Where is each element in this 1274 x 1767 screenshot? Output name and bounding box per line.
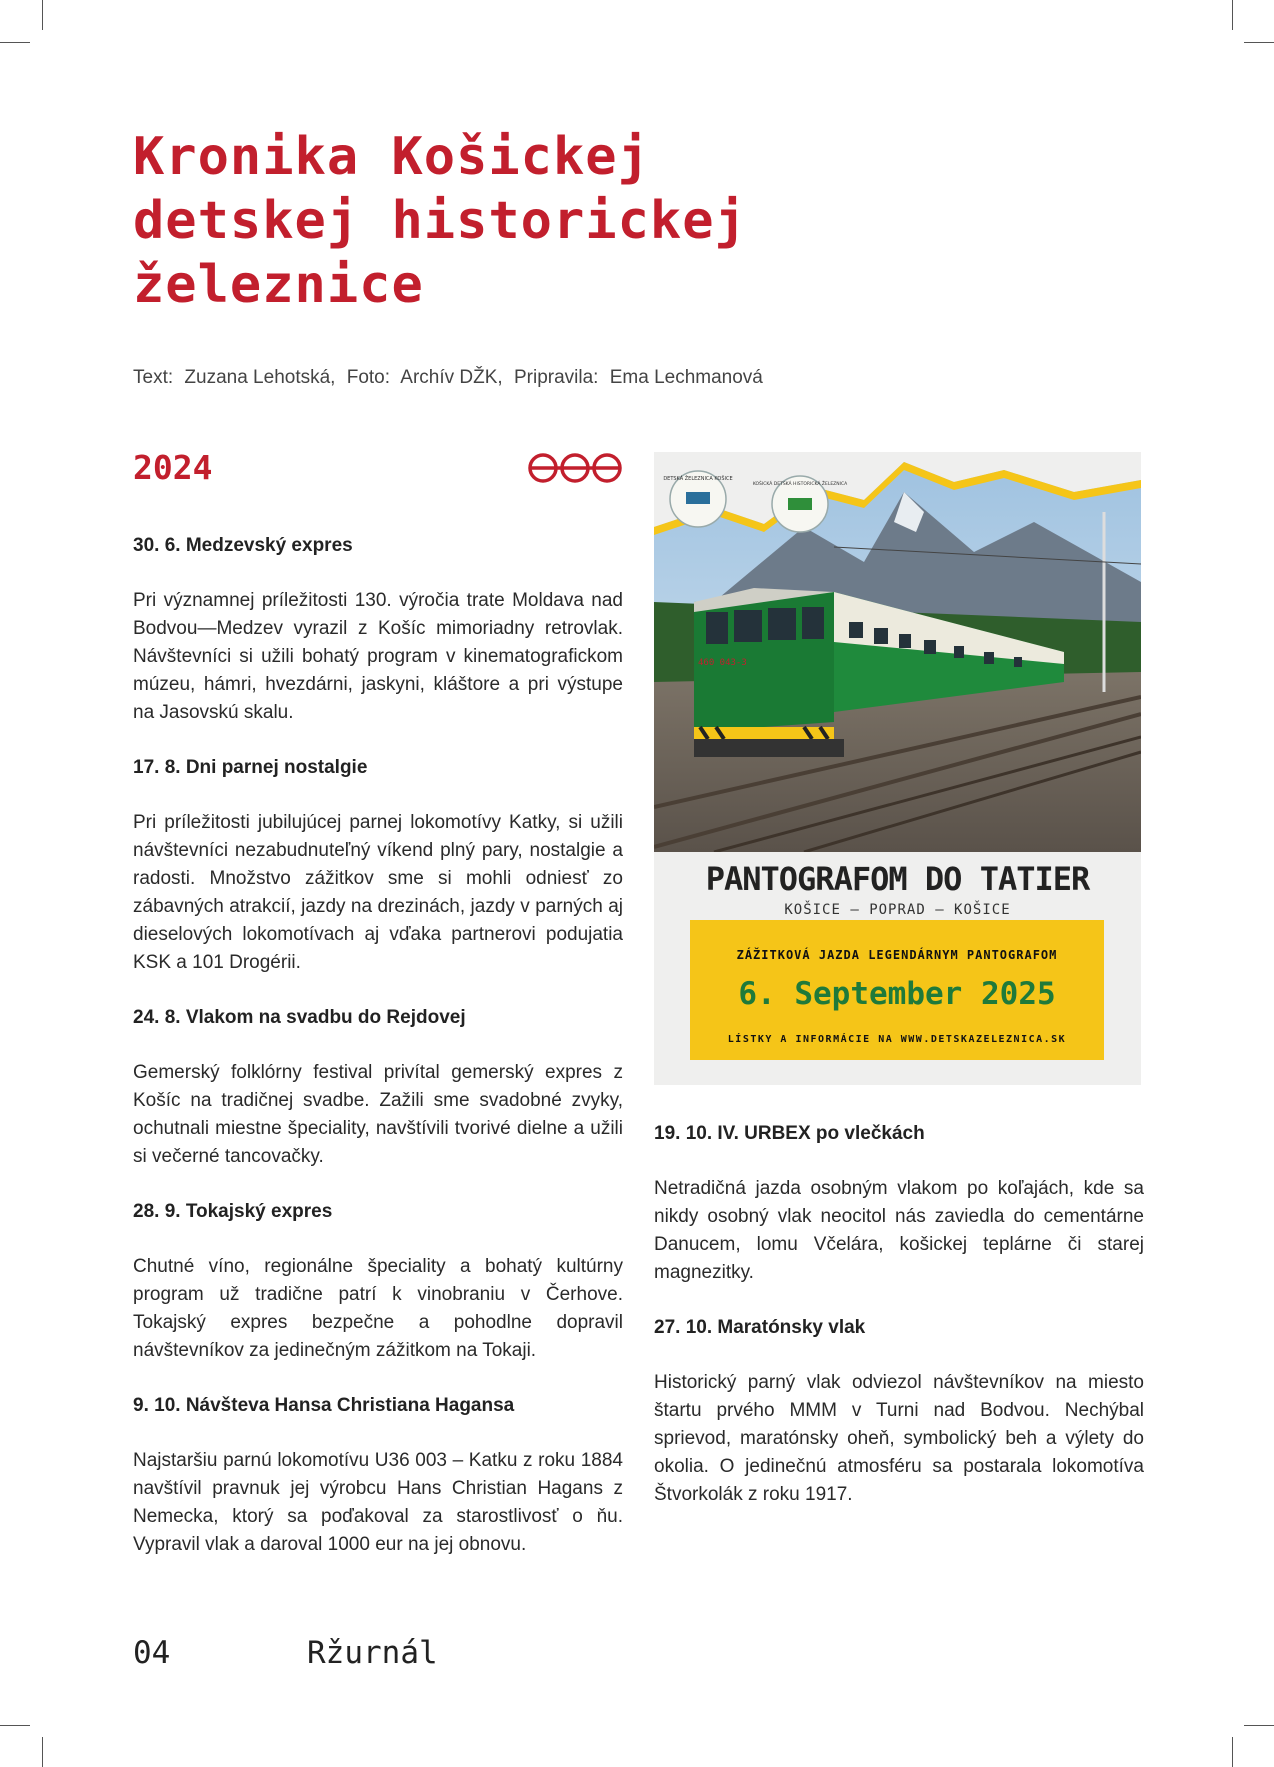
badge-left-text: DETSKÁ ŽELEZNICA KOŠICE [663, 476, 733, 482]
article-title [133, 125, 747, 317]
credit-label: Foto: [346, 367, 391, 388]
title-line: Kronika Košickej [133, 127, 650, 187]
article-credits [133, 367, 769, 389]
credit-photo: Archív DŽK, [400, 367, 503, 388]
crop-mark [1244, 42, 1274, 43]
event-body: Netradičná jazda osobným vlakom po koľajách, kde sa nikdy osobný vlak neocitol nás zaviedla do cementárne Danucem, lomu Včelára, košickej teplárne či starej magnezitky. [654, 1178, 1144, 1283]
event-body: Gemerský folklórny festival privítal gemerský expres z Košíc na tradičnej svadbe. Zažili sme svadobné zvyky, ochutnali miestne špeciality, navštívili tvorivé dielne a užili si večerné tancovačky. [133, 1062, 623, 1167]
event-body: Najstaršiu parnú lokomotívu U36 003 – Katku z roku 1884 navštívil pravnuk jej výrobcu Hans Christian Hagans z Nemecka, ktorý sa poďakoval za starostlivosť o ňu. Vypravil vlak a daroval 1000 eur na jej obnovu. [133, 1450, 623, 1555]
event-heading: 27. 10. Maratónsky vlak [654, 1317, 866, 1338]
event-heading: 28. 9. Tokajský expres [133, 1201, 333, 1222]
event-heading: 30. 6. Medzevský expres [133, 535, 353, 556]
event-entry [133, 755, 623, 977]
event-entry [654, 1121, 1144, 1287]
crop-mark [42, 1737, 43, 1767]
poster-info-box [690, 920, 1104, 1060]
event-entry [133, 1393, 623, 1559]
event-heading: 24. 8. Vlakom na svadbu do Rejdovej [133, 1007, 466, 1028]
poster-route: KOŠICE – POPRAD – KOŠICE [784, 902, 1011, 918]
crop-mark [1244, 1725, 1274, 1726]
event-body: Chutné víno, regionálne špeciality a bohatý kultúrny program už tradične patrí k vinobraniu v Čerhove. Tokajský expres bezpečne a pohodlne dopravil návštevníkov za jedinečným zážitkom na Tokaji. [133, 1256, 623, 1361]
page-number: 04 [133, 1635, 171, 1671]
event-heading: 17. 8. Dni parnej nostalgie [133, 757, 368, 778]
crop-mark [42, 0, 43, 30]
crop-mark [1232, 1737, 1233, 1767]
event-entry [133, 1005, 623, 1171]
event-heading: 19. 10. IV. URBEX po vlečkách [654, 1123, 925, 1144]
event-body: Historický parný vlak odviezol návštevníkov na miesto štartu prvého MMM v Turni nad Bodvou. Nechýbal sprievod, maratónsky oheň, symbolický beh a výlety do okolia. O jedinečnú atmosféru sa postarala lokomotíva Štvorkolák z roku 1917. [654, 1372, 1144, 1505]
credit-label: Text: [133, 367, 174, 388]
year-heading: 2024 [133, 448, 213, 487]
poster-subtitle: ZÁŽITKOVÁ JAZDA LEGENDÁRNYM PANTOGRAFOM [736, 948, 1058, 962]
poster-photo [654, 452, 1141, 852]
crop-mark [0, 42, 30, 43]
poster-date: 6. September 2025 [738, 976, 1056, 1012]
event-body: Pri príležitosti jubilujúcej parnej lokomotívy Katky, si užili návštevníci nezabudnuteľný víkend plný pary, nostalgie a radosti. Množstvo zážitkov sme si mohli odniesť zo zábavných atrakcií, jazdy na drezinách, jazdy v parných aj dieselových lokomotívach aj vďaka partnerovi podujatia KSK a 101 Drogérii. [133, 812, 623, 973]
crop-mark [1232, 0, 1233, 30]
three-wheels-logo-icon [527, 451, 623, 485]
magazine-name: Ržurnál [307, 1635, 438, 1671]
event-body: Pri významnej príležitosti 130. výročia trate Moldava nad Bodvou—Medzev vyrazil z Košíc mimoriadny retrovlak. Návštevníci si užili bohatý program v kinematografickom múzeu, hámri, hvezdárni, jaskyni, kláštore a pri výstupe na Jasovskú skalu. [133, 590, 623, 723]
event-entry [133, 533, 623, 727]
event-heading: 9. 10. Návšteva Hansa Christiana Hagansa [133, 1395, 515, 1416]
train-number: 460 043-3 [698, 658, 747, 668]
title-line: detskej historickej [133, 191, 747, 251]
event-entry [654, 1315, 1144, 1509]
poster-title: PANTOGRAFOM DO TATIER [705, 860, 1090, 898]
right-column [654, 1121, 1144, 1537]
event-poster [654, 452, 1141, 1085]
left-column [133, 533, 623, 1587]
badge-right-text: KOŠICKÁ DETSKÁ HISTORICKÁ ŽELEZNICA [752, 482, 848, 487]
credit-editor: Ema Lechmanová [609, 367, 763, 388]
poster-info: LÍSTKY A INFORMÁCIE NA WWW.DETSKAZELEZNICA.SK [727, 1034, 1067, 1045]
credit-author: Zuzana Lehotská, [184, 367, 336, 388]
event-entry [133, 1199, 623, 1365]
credit-label: Pripravila: [513, 367, 599, 388]
title-line: železnice [133, 255, 424, 315]
crop-mark [0, 1725, 30, 1726]
